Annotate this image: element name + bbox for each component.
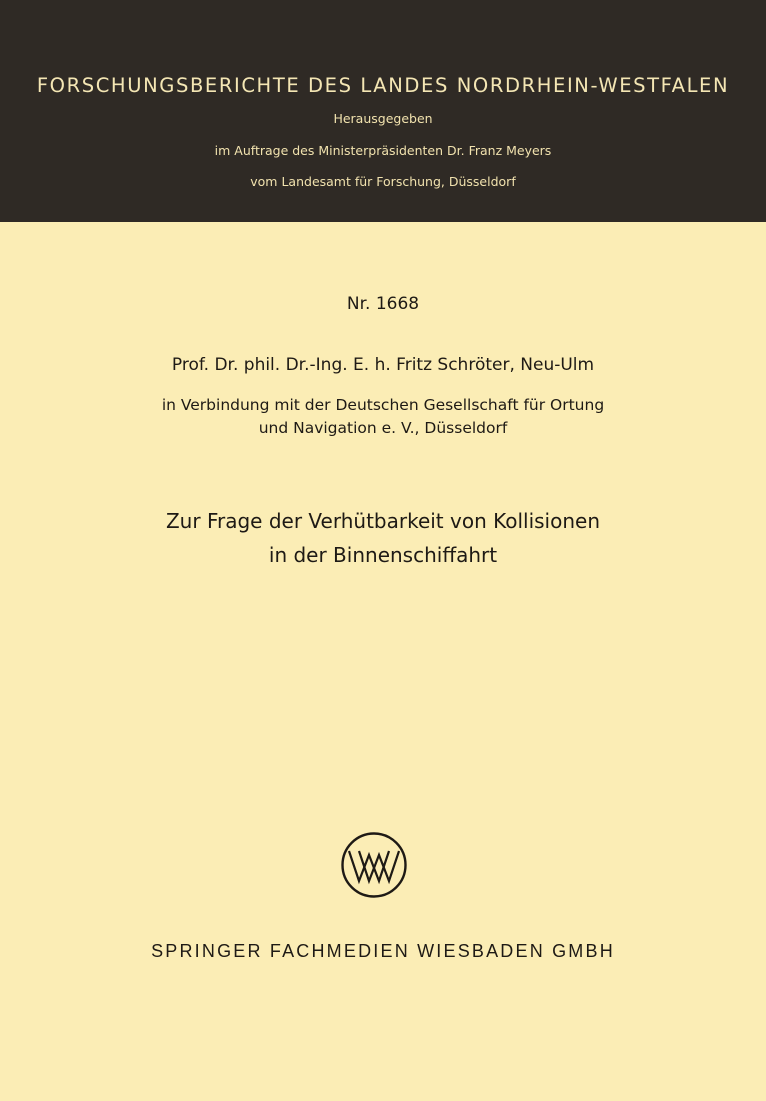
book-title-line-1: Zur Frage der Verhütbarkeit von Kollisionen xyxy=(165,509,601,533)
report-number: Nr. 1668 xyxy=(346,294,420,314)
book-title-line-2: in der Binnenschiffahrt xyxy=(268,543,498,567)
author: Prof. Dr. phil. Dr.-Ing. E. h. Fritz Schröter, Neu-Ulm xyxy=(171,355,595,375)
header-line-landesamt: vom Landesamt für Forschung, Düsseldorf xyxy=(250,174,516,189)
springer-vw-logo-icon xyxy=(340,831,408,899)
publisher: SPRINGER FACHMEDIEN WIESBADEN GMBH xyxy=(151,941,615,961)
header-line-herausgegeben: Herausgegeben xyxy=(333,111,433,126)
header-band xyxy=(0,0,766,222)
series-title: FORSCHUNGSBERICHTE DES LANDES NORDRHEIN-WESTFALEN xyxy=(36,74,730,97)
affiliation-line-2: und Navigation e. V., Düsseldorf xyxy=(258,419,508,437)
affiliation-line-1: in Verbindung mit der Deutschen Gesellschaft für Ortung xyxy=(161,396,605,414)
header-line-auftrag: im Auftrage des Ministerpräsidenten Dr. Franz Meyers xyxy=(214,143,552,158)
